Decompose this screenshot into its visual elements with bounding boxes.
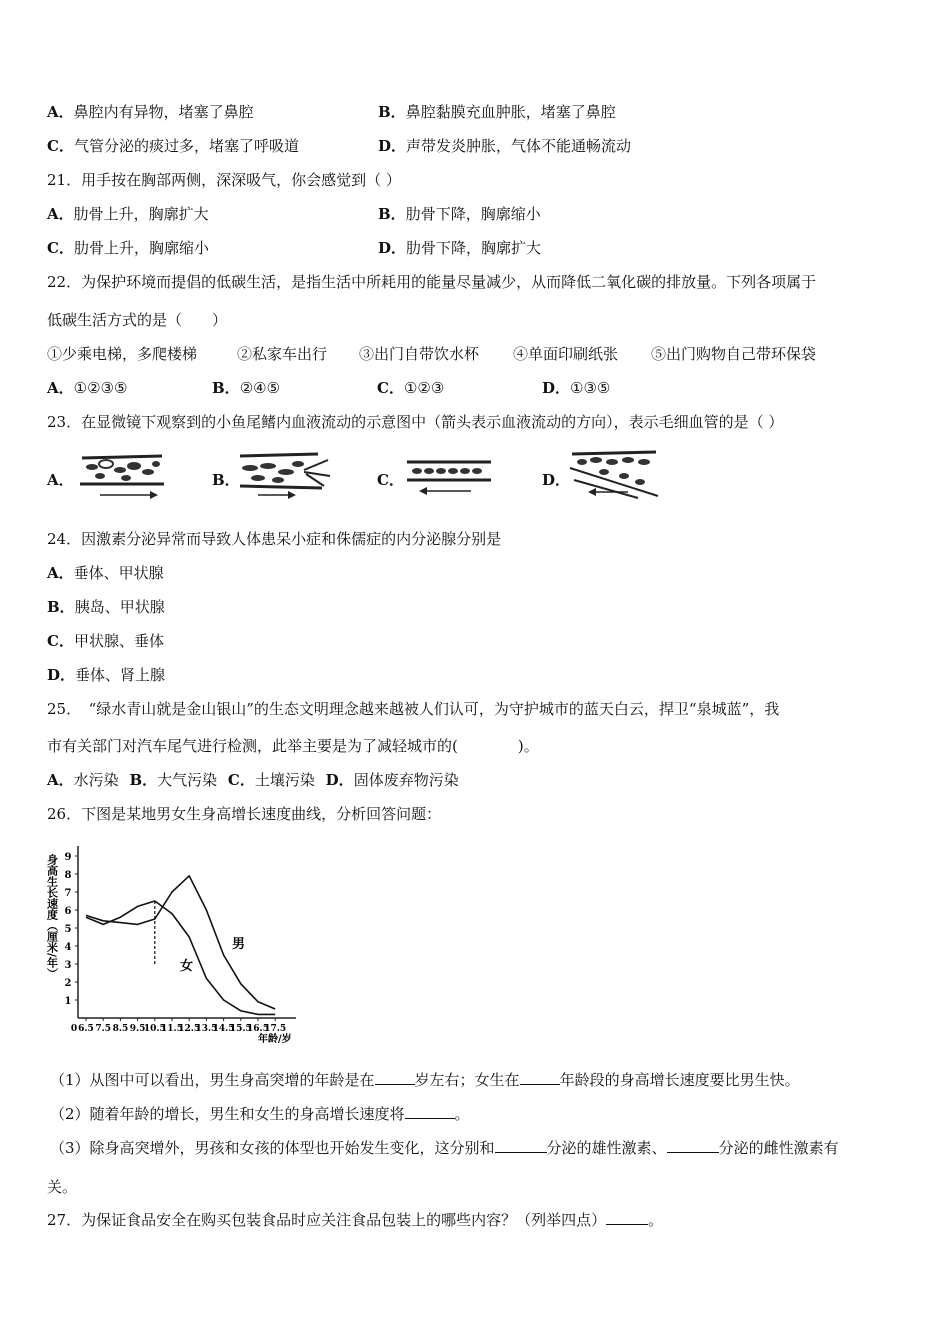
q25-options: A．水污染 B．大气污染 C．土壤污染 D．固体废弃物污染 — [47, 771, 459, 789]
x-tick-label: 10.5 — [143, 1024, 166, 1034]
y-tick-label: 7 — [64, 888, 72, 899]
q20-option-a: A．鼻腔内有异物，堵塞了鼻腔 — [47, 103, 254, 121]
x-tick-label: 14.5 — [212, 1024, 235, 1034]
answer-blank-2[interactable] — [520, 1070, 560, 1085]
y-tick-label: 5 — [64, 924, 72, 935]
y-tick-label: 9 — [64, 852, 72, 863]
q20-option-b: B．鼻腔黏膜充血肿胀，堵塞了鼻腔 — [378, 103, 616, 121]
q23-label-d: D． — [542, 471, 571, 489]
q26-sub3: （3）除身高突增外，男孩和女孩的体型也开始发生变化，这分别和 分泌的雄性激素、 分泌的雌性激素有 — [50, 1139, 839, 1157]
q20-option-c: C．气管分泌的痰过多，堵塞了呼吸道 — [47, 137, 299, 155]
q21-option-a: A．肋骨上升，胸廓扩大 — [47, 205, 209, 223]
x-tick-label: 16.5 — [247, 1024, 269, 1034]
answer-blank-6[interactable] — [606, 1210, 648, 1225]
chart-axes — [78, 846, 296, 1018]
q22-option-a: A．①②③⑤ — [47, 379, 128, 397]
x-tick-label: 17.5 — [264, 1024, 287, 1034]
vessel-diagram-a — [78, 450, 170, 500]
series-label-female: 女 — [180, 959, 194, 974]
q24-option-a: A．垂体、甲状腺 — [47, 564, 164, 582]
x-tick-label: 6.5 — [78, 1024, 94, 1034]
growth-speed-chart — [46, 838, 316, 1048]
y-tick-label: 2 — [64, 978, 72, 989]
q22-stem-line2: 低碳生活方式的是（ ） — [47, 311, 228, 329]
y-tick-label: 3 — [64, 960, 72, 971]
x-axis-label: 年龄/岁 — [258, 1034, 292, 1045]
q24-option-b: B．胰岛、甲状腺 — [47, 598, 165, 616]
q23-label-c: C． — [377, 471, 404, 489]
q22-option-d: D．①③⑤ — [542, 379, 611, 397]
answer-blank-4[interactable] — [495, 1138, 547, 1153]
series-line-male — [86, 876, 275, 1009]
q24-option-c: C．甲状腺、垂体 — [47, 632, 164, 650]
x-tick-label: 0 — [70, 1024, 78, 1034]
vessel-diagram-c — [405, 450, 497, 500]
y-tick-label: 6 — [64, 906, 72, 917]
q22-item-5: ⑤出门购物自己带环保袋 — [651, 345, 817, 363]
answer-blank-3[interactable] — [405, 1104, 455, 1119]
x-tick-label: 7.5 — [95, 1024, 112, 1034]
q23-label-a: A． — [47, 471, 74, 489]
q21-stem: 21．用手按在胸部两侧，深深吸气，你会感觉到（ ） — [47, 171, 401, 189]
y-tick-label: 1 — [64, 996, 72, 1007]
q27-stem: 27．为保证食品安全在购买包装食品时应关注食品包装上的哪些内容？（列举四点） 。 — [47, 1211, 664, 1229]
q22-option-c: C．①②③ — [377, 379, 445, 397]
q23-label-b: B． — [212, 471, 240, 489]
q25-stem-line2: 市有关部门对汽车尾气进行检测，此举主要是为了减轻城市的( )。 — [47, 737, 539, 755]
q22-option-b: B．②④⑤ — [212, 379, 281, 397]
q24-option-d: D．垂体、肾上腺 — [47, 666, 166, 684]
y-tick-label: 4 — [64, 942, 72, 953]
q22-item-2: ②私家车出行 — [237, 345, 328, 363]
y-tick-label: 8 — [64, 870, 72, 881]
x-tick-label: 12.5 — [178, 1024, 201, 1034]
q26-stem: 26．下图是某地男女生身高增长速度曲线，分析回答问题： — [47, 805, 442, 823]
q22-item-4: ④单面印刷纸张 — [513, 345, 619, 363]
vessel-diagram-b — [238, 450, 336, 500]
q20-option-d: D．声带发炎肿胀，气体不能通畅流动 — [378, 137, 632, 155]
q21-option-d: D．肋骨下降，胸廓扩大 — [378, 239, 542, 257]
x-tick-label: 9.5 — [129, 1024, 146, 1034]
series-label-male: 男 — [232, 937, 246, 952]
answer-blank-1[interactable] — [375, 1070, 415, 1085]
x-tick-label: 8.5 — [112, 1024, 129, 1034]
x-tick-label: 13.5 — [195, 1024, 218, 1034]
q22-stem-line1: 22．为保护环境而提倡的低碳生活，是指生活中所耗用的能量尽量减少，从而降低二氧化碳的排放量。下列各项属于 — [47, 273, 817, 291]
q24-stem: 24．因激素分泌异常而导致人体患呆小症和侏儒症的内分泌腺分别是 — [47, 530, 502, 548]
q21-option-b: B．肋骨下降，胸廓缩小 — [378, 205, 541, 223]
q26-sub1: （1）从图中可以看出，男生身高突增的年龄是在 岁左右；女生在 年龄段的身高增长速度要比男生快。 — [50, 1071, 800, 1089]
q21-option-c: C．肋骨上升，胸廓缩小 — [47, 239, 209, 257]
q22-item-3: ③出门自带饮水杯 — [359, 345, 480, 363]
vessel-diagram-d — [568, 448, 664, 502]
answer-blank-5[interactable] — [667, 1138, 719, 1153]
series-line-female — [86, 901, 275, 1014]
q26-sub3-end: 关。 — [47, 1178, 78, 1196]
q23-stem: 23．在显微镜下观察到的小鱼尾鳍内血液流动的示意图中（箭头表示血液流动的方向），表示毛细血管的是（ ） — [47, 413, 784, 431]
y-axis-label: 身高生长速度（厘米/年） — [46, 854, 59, 980]
x-tick-label: 15.5 — [229, 1024, 252, 1034]
q26-sub2: （2）随着年龄的增长，男生和女生的身高增长速度将 。 — [50, 1105, 470, 1123]
x-tick-label: 11.5 — [161, 1024, 183, 1034]
q25-stem-line1: 25． “绿水青山就是金山银山”的生态文明理念越来越被人们认可，为守护城市的蓝天白云，捍卫“泉城蓝”，我 — [47, 700, 780, 718]
q22-item-1: ①少乘电梯，多爬楼梯 — [47, 345, 198, 363]
